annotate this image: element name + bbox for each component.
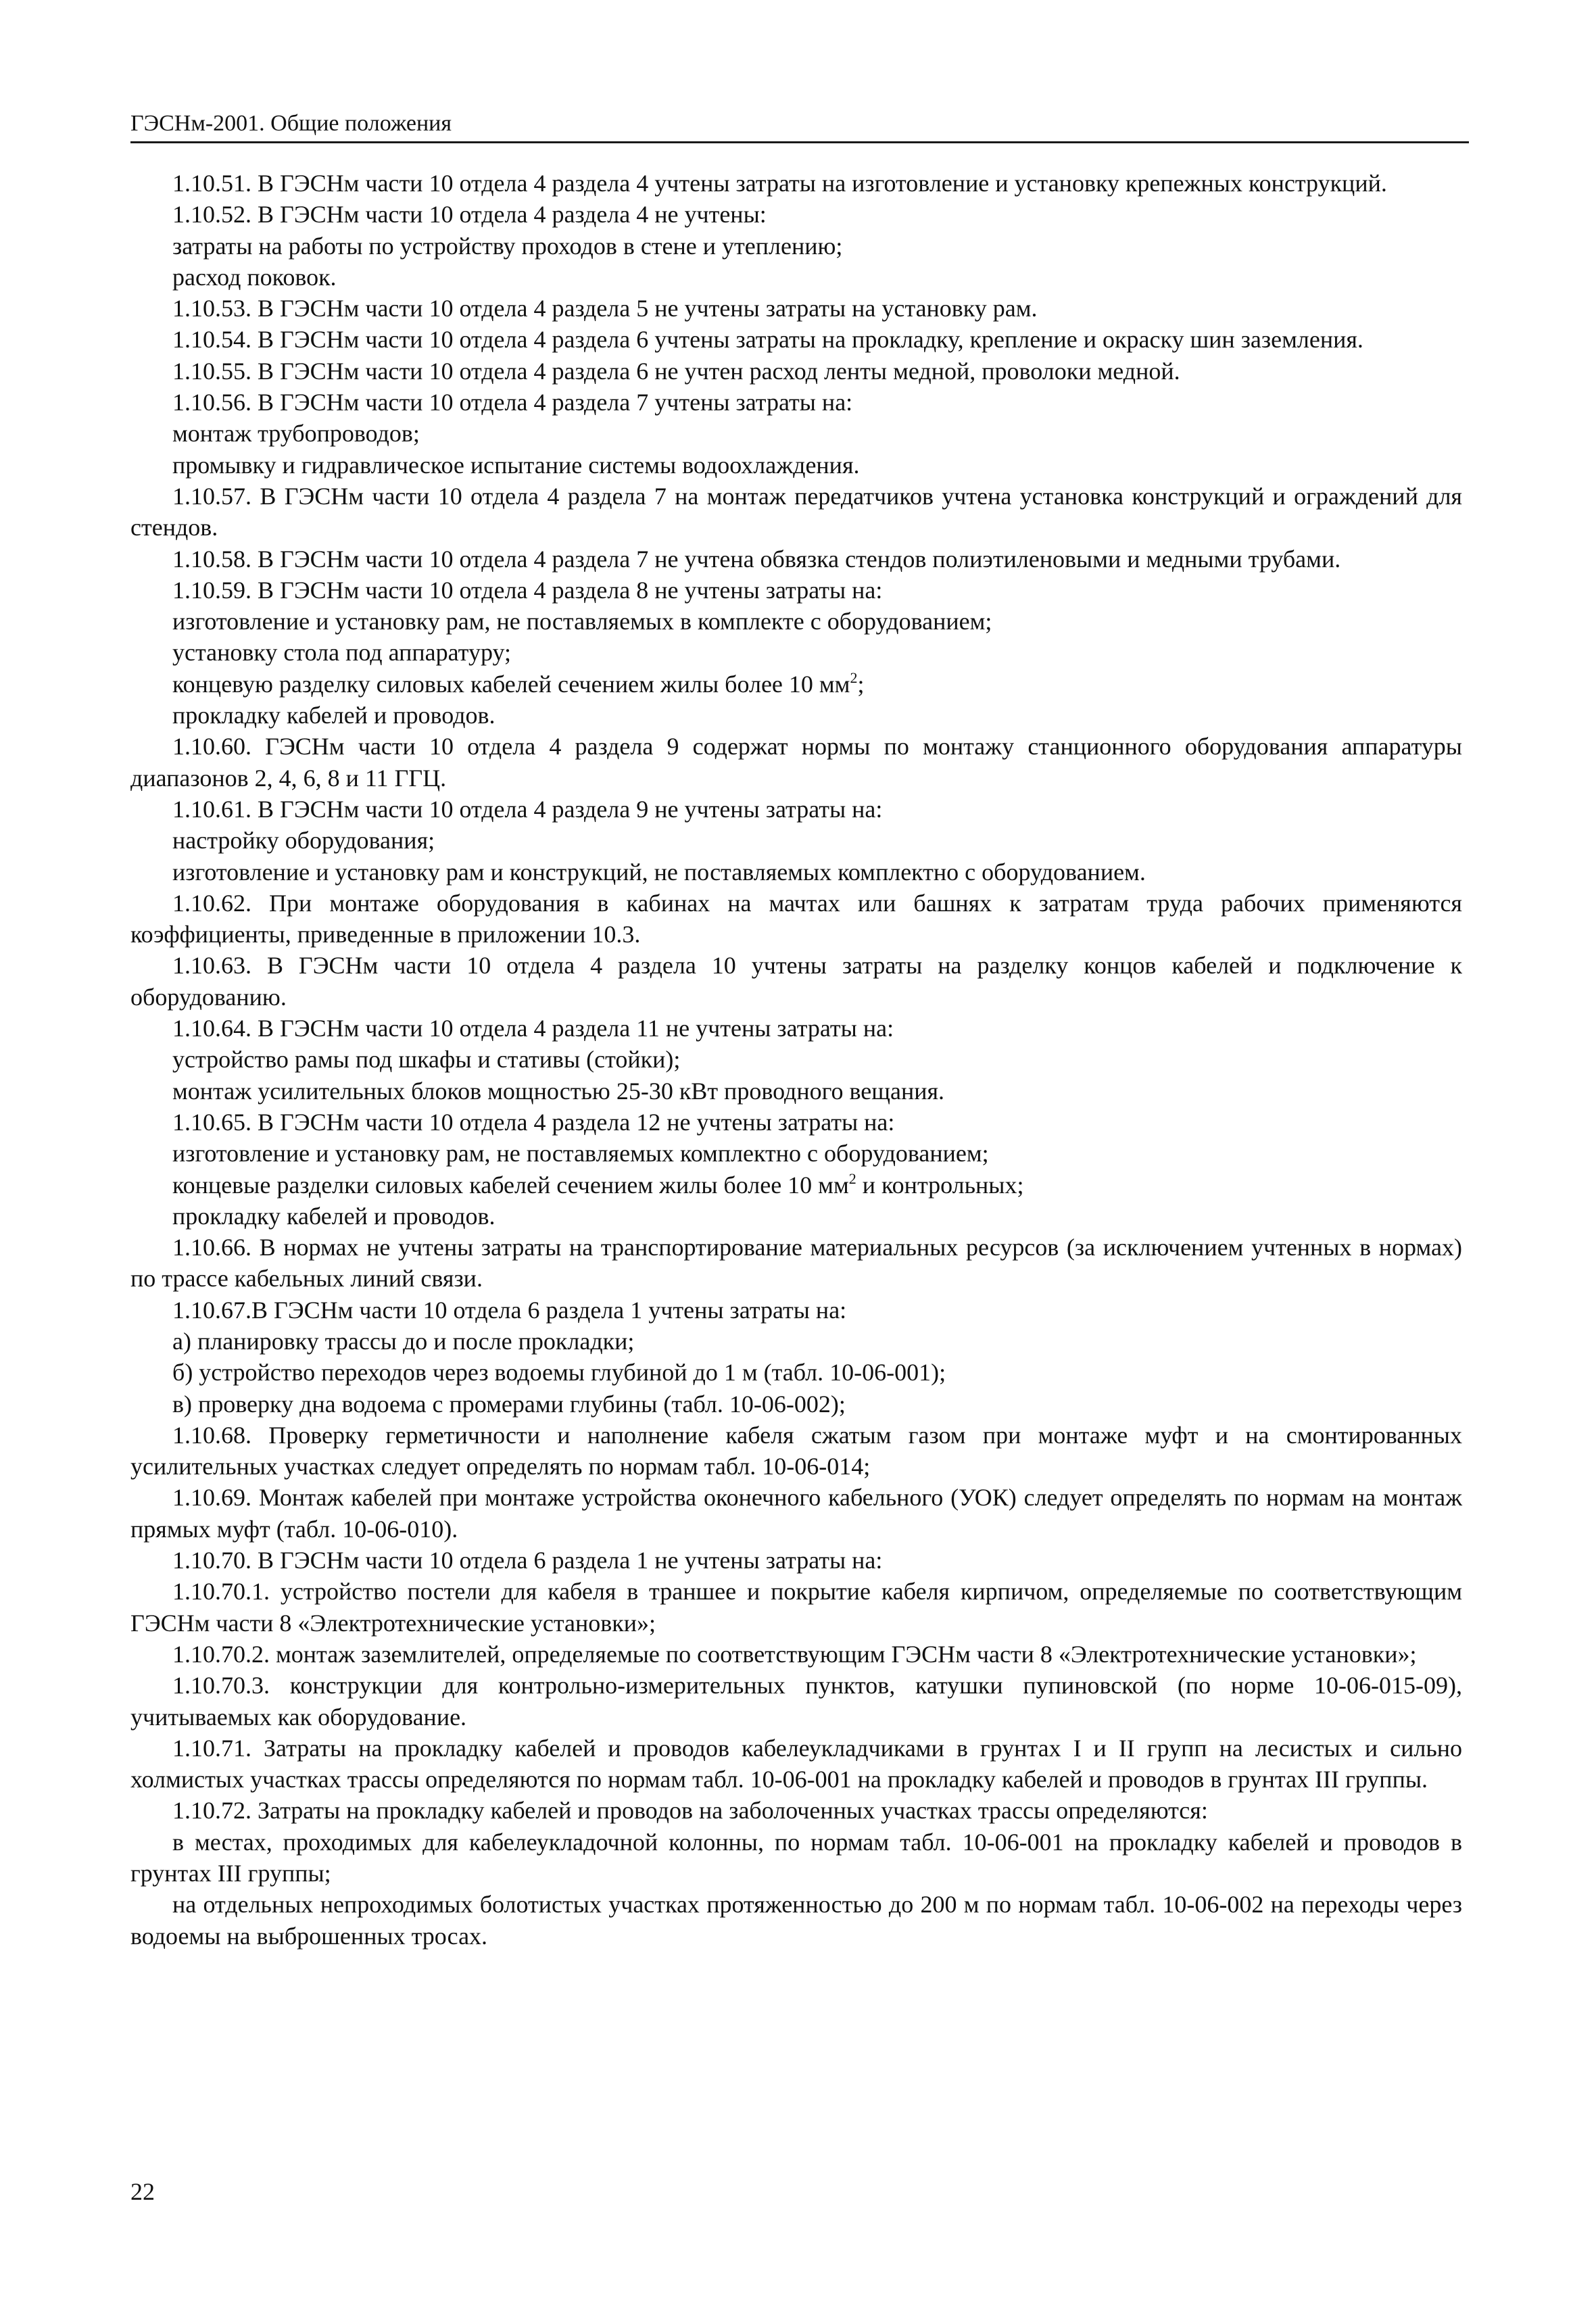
paragraph — [130, 199, 1462, 230]
paragraph — [130, 1420, 1462, 1482]
paragraph — [130, 950, 1462, 1013]
list-item — [130, 1076, 1462, 1107]
list-item — [130, 1326, 1462, 1357]
paragraph — [130, 731, 1462, 794]
paragraph — [130, 1013, 1462, 1044]
paragraph — [130, 544, 1462, 575]
paragraph-text: 1.10.68. Проверку герметичности и наполнение кабеля сжатым газом при монтаже муфт и на смонтированных усилительных участках следует определять по нормам табл. 10-06-014; — [130, 1421, 1462, 1480]
paragraph — [130, 1827, 1462, 1889]
superscript: 2 — [850, 669, 858, 686]
paragraph-text-tail: и контрольных; — [856, 1171, 1024, 1199]
paragraph-text: 1.10.51. В ГЭСНм части 10 отдела 4 раздела 4 учтены затраты на изготовление и установку крепежных конструкций. — [172, 170, 1387, 197]
paragraph-text: затраты на работы по устройству проходов в стене и утеплению; — [172, 232, 843, 260]
list-item — [130, 606, 1462, 637]
paragraph-text: на отдельных непроходимых болотистых участках протяженностью до 200 м по нормам табл. 10-06-002 на переходы через водоемы на выброшенных тросах. — [130, 1891, 1462, 1950]
paragraph — [130, 293, 1462, 324]
paragraph-text: 1.10.70.2. монтаж заземлителей, определяемые по соответствующим ГЭСНм части 8 «Электротехнические установки»; — [172, 1640, 1417, 1668]
paragraph-text-tail: ; — [857, 670, 865, 698]
paragraph-text: монтаж усилительных блоков мощностью 25-30 кВт проводного вещания. — [172, 1077, 945, 1105]
paragraph-text: концевую разделку силовых кабелей сечением жилы более 10 мм — [172, 670, 850, 698]
paragraph-text: б) устройство переходов через водоемы глубиной до 1 м (табл. 10-06-001); — [172, 1359, 946, 1386]
paragraph — [130, 1576, 1462, 1639]
paragraph — [130, 794, 1462, 825]
paragraph-text: 1.10.60. ГЭСНм части 10 отдела 4 раздела 9 содержат нормы по монтажу станционного оборудования аппаратуры диапазонов 2, 4, 6, 8 и 11 ГГЦ. — [130, 733, 1462, 792]
paragraph-text: расход поковок. — [172, 263, 337, 291]
paragraph-text: 1.10.56. В ГЭСНм части 10 отдела 4 раздела 7 учтены затраты на: — [172, 389, 853, 416]
list-item — [130, 231, 1462, 262]
paragraph-text: 1.10.61. В ГЭСНм части 10 отдела 4 раздела 9 не учтены затраты на: — [172, 795, 883, 823]
paragraph-text: 1.10.55. В ГЭСНм части 10 отдела 4 раздела 6 не учтен расход ленты медной, проволоки медной. — [172, 357, 1180, 385]
paragraph — [130, 888, 1462, 950]
paragraph — [130, 356, 1462, 387]
paragraph — [130, 1482, 1462, 1545]
superscript: 2 — [848, 1169, 856, 1187]
paragraph-text: концевые разделки силовых кабелей сечением жилы более 10 мм — [172, 1171, 849, 1199]
list-item — [130, 857, 1462, 888]
paragraph-text: 1.10.65. В ГЭСНм части 10 отдела 4 раздела 12 не учтены затраты на: — [172, 1108, 895, 1136]
paragraph-text: устройство рамы под шкафы и стативы (стойки); — [172, 1046, 681, 1073]
list-item — [130, 669, 1462, 700]
paragraph-text: 1.10.52. В ГЭСНм части 10 отдела 4 раздела 4 не учтены: — [172, 201, 767, 228]
paragraph-text: 1.10.70. В ГЭСНм части 10 отдела 6 раздела 1 не учтены затраты на: — [172, 1547, 883, 1574]
paragraph-text: прокладку кабелей и проводов. — [172, 1202, 495, 1230]
paragraph-text: 1.10.70.3. конструкции для контрольно-измерительных пунктов, катушки пупиновской (по норме 10-06-015-09), учитываемых как оборудование. — [130, 1672, 1462, 1731]
list-item — [130, 700, 1462, 731]
paragraph-text: прокладку кабелей и проводов. — [172, 702, 495, 729]
paragraph-text: 1.10.69. Монтаж кабелей при монтаже устройства оконечного кабельного (УОК) следует определять по нормам на монтаж прямых муфт (табл. 10-06-010). — [130, 1484, 1462, 1543]
paragraph-text: 1.10.57. В ГЭСНм части 10 отдела 4 раздела 7 на монтаж передатчиков учтена установка конструкций и ограждений для стендов. — [130, 482, 1462, 541]
paragraph-text: 1.10.70.1. устройство постели для кабеля в траншее и покрытие кабеля кирпичом, определяемые по соответствующим ГЭСНм части 8 «Электротехнические установки»; — [130, 1578, 1462, 1637]
paragraph-text: в) проверку дна водоема с промерами глубины (табл. 10-06-002); — [172, 1390, 846, 1418]
paragraph — [130, 575, 1462, 606]
paragraph-text: изготовление и установку рам и конструкций, не поставляемых комплектно с оборудованием. — [172, 858, 1146, 886]
paragraph — [130, 1733, 1462, 1795]
paragraph-text: 1.10.67.В ГЭСНм части 10 отдела 6 раздела 1 учтены затраты на: — [172, 1296, 847, 1324]
paragraph — [130, 1107, 1462, 1138]
running-header: ГЭСНм-2001. Общие положения — [130, 110, 1469, 143]
paragraph-text: 1.10.71. Затраты на прокладку кабелей и проводов кабелеукладчиками в грунтах I и II групп на лесистых и сильно холмистых участках трассы определяются по нормам табл. 10-06-001 на прокладку кабелей и проводов в грунтах III группы. — [130, 1734, 1462, 1793]
paragraph — [130, 387, 1462, 418]
paragraph-text: 1.10.53. В ГЭСНм части 10 отдела 4 раздела 5 не учтены затраты на установку рам. — [172, 295, 1038, 322]
page-number: 22 — [130, 2178, 155, 2205]
paragraph-text: в местах, проходимых для кабелеукладочной колонны, по нормам табл. 10-06-001 на прокладку кабелей и проводов в грунтах III группы; — [130, 1828, 1462, 1887]
paragraph — [130, 1889, 1462, 1952]
list-item — [130, 262, 1462, 293]
list-item — [130, 1357, 1462, 1388]
paragraph-text: настройку оборудования; — [172, 827, 435, 854]
paragraph-text: 1.10.66. В нормах не учтены затраты на транспортирование материальных ресурсов (за исключением учтенных в нормах) по трассе кабельных линий связи. — [130, 1234, 1462, 1293]
list-item — [130, 1201, 1462, 1232]
paragraph-text: изготовление и установку рам, не поставляемых в комплекте с оборудованием; — [172, 608, 992, 635]
paragraph — [130, 1639, 1462, 1670]
paragraph-text: изготовление и установку рам, не поставляемых комплектно с оборудованием; — [172, 1140, 989, 1167]
paragraph — [130, 1232, 1462, 1295]
paragraph — [130, 168, 1462, 199]
list-item — [130, 1389, 1462, 1420]
paragraph-text: 1.10.63. В ГЭСНм части 10 отдела 4 раздела 10 учтены затраты на разделку концов кабелей и подключение к оборудованию. — [130, 952, 1462, 1011]
paragraph-text: установку стола под аппаратуру; — [172, 639, 511, 667]
list-item — [130, 637, 1462, 668]
paragraph-text: 1.10.58. В ГЭСНм части 10 отдела 4 раздела 7 не учтена обвязка стендов полиэтиленовыми и медными трубами. — [172, 545, 1341, 573]
paragraph-text: монтаж трубопроводов; — [172, 420, 420, 448]
list-item — [130, 450, 1462, 481]
paragraph-text: а) планировку трассы до и после прокладки; — [172, 1327, 635, 1355]
paragraph-text: 1.10.59. В ГЭСНм части 10 отдела 4 раздела 8 не учтены затраты на: — [172, 576, 883, 604]
list-item — [130, 418, 1462, 449]
paragraph-text: 1.10.64. В ГЭСНм части 10 отдела 4 раздела 11 не учтены затраты на: — [172, 1015, 894, 1042]
paragraph — [130, 1295, 1462, 1326]
list-item — [130, 825, 1462, 856]
list-item — [130, 1169, 1462, 1201]
paragraph — [130, 1795, 1462, 1826]
body-text — [130, 168, 1462, 1952]
paragraph-text: 1.10.72. Затраты на прокладку кабелей и проводов на заболоченных участках трассы определяются: — [172, 1797, 1208, 1825]
paragraph — [130, 1545, 1462, 1576]
paragraph-text: промывку и гидравлическое испытание системы водоохлаждения. — [172, 451, 860, 479]
paragraph — [130, 1670, 1462, 1733]
list-item — [130, 1044, 1462, 1075]
paragraph — [130, 481, 1462, 544]
list-item — [130, 1138, 1462, 1169]
paragraph-text: 1.10.54. В ГЭСНм части 10 отдела 4 раздела 6 учтены затраты на прокладку, крепление и окраску шин заземления. — [172, 326, 1363, 354]
paragraph-text: 1.10.62. При монтаже оборудования в кабинах на мачтах или башнях к затратам труда рабочих применяются коэффициенты, приведенные в приложении 10.3. — [130, 889, 1462, 948]
paragraph — [130, 324, 1462, 355]
